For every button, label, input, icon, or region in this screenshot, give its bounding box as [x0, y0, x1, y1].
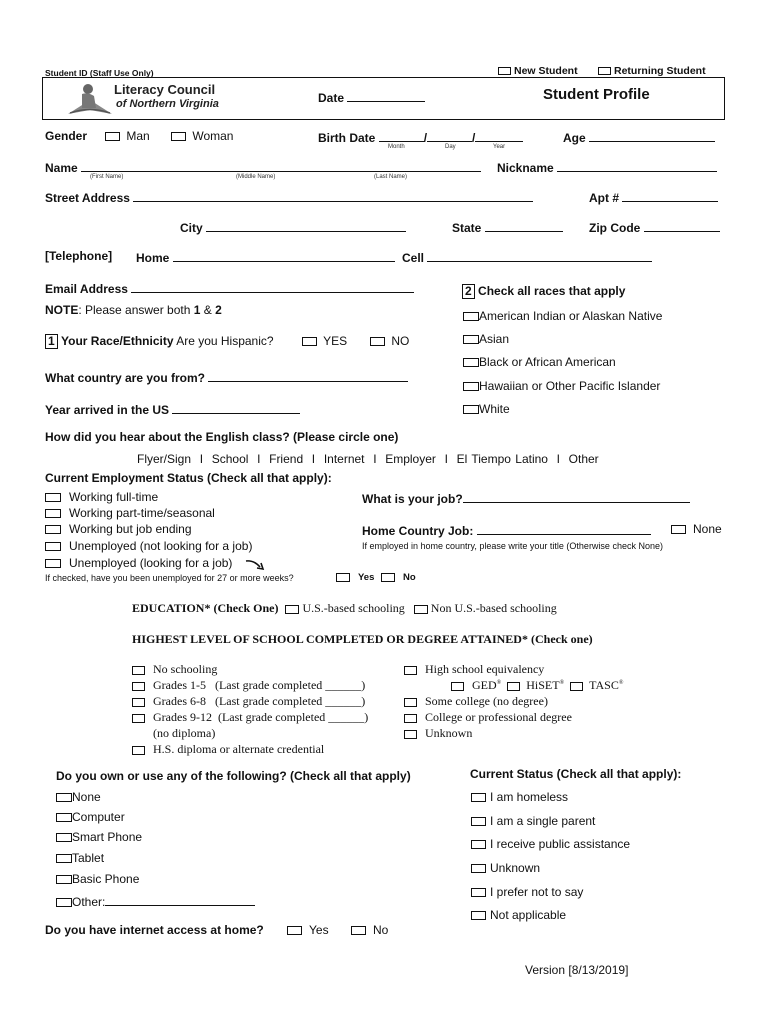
street-field[interactable]: Street Address	[45, 189, 533, 205]
status-checkbox[interactable]	[471, 793, 486, 802]
edu-option[interactable]: Unknown	[404, 726, 472, 741]
device-option[interactable]: None	[56, 790, 101, 804]
device-checkbox[interactable]	[56, 875, 72, 884]
edu-option[interactable]: No schooling	[132, 662, 217, 677]
race-checkbox[interactable]	[463, 382, 479, 391]
education-row: EDUCATION* (Check One) U.S.-based schooling Non U.S.-based schooling	[132, 601, 557, 615]
home-country-job-input[interactable]	[477, 522, 651, 535]
new-student-checkbox[interactable]	[498, 67, 511, 75]
us-schooling-checkbox[interactable]	[285, 605, 299, 614]
internet-question: Do you have internet access at home?	[45, 923, 264, 937]
last-name-caption: (Last Name)	[374, 174, 408, 180]
status-checkbox[interactable]	[471, 817, 486, 826]
apt-field[interactable]: Apt #	[589, 189, 718, 205]
logo-line2: of Northern Virginia	[116, 98, 219, 110]
edu-checkbox[interactable]	[132, 666, 145, 675]
internet-no-checkbox[interactable]	[351, 926, 366, 935]
edu-checkbox[interactable]	[132, 682, 145, 691]
woman-checkbox[interactable]	[171, 132, 186, 141]
arrow-icon	[244, 558, 268, 572]
hear-options: Flyer/Sign I School I Friend I Internet I Employer I El Tiempo Latino I Other	[137, 452, 599, 466]
non-us-schooling-label: Non U.S.-based schooling	[430, 601, 557, 615]
device-option[interactable]: Smart Phone	[56, 830, 142, 844]
device-other-input[interactable]	[105, 893, 255, 906]
edu-checkbox[interactable]	[404, 698, 417, 707]
hear-option[interactable]: Friend	[269, 452, 304, 466]
gender-woman-option[interactable]: Woman	[171, 129, 233, 143]
version-label: Version [8/13/2019]	[525, 963, 629, 977]
status-option[interactable]: Unknown	[471, 861, 540, 875]
edu-option[interactable]: Grades 1-5 (Last grade completed ______)	[132, 678, 365, 693]
non-us-schooling-checkbox[interactable]	[414, 605, 428, 614]
status-question: Current Status (Check all that apply):	[470, 767, 682, 781]
employment-checkbox[interactable]	[45, 509, 61, 518]
birth-date-field[interactable]: Birth Date / /	[318, 129, 523, 145]
status-option[interactable]: Not applicable	[471, 908, 566, 922]
nickname-field[interactable]: Nickname	[497, 159, 717, 175]
device-checkbox[interactable]	[56, 898, 72, 907]
city-input[interactable]	[206, 219, 406, 232]
race-checkbox[interactable]	[463, 405, 479, 414]
man-checkbox[interactable]	[105, 132, 120, 141]
devices-question: Do you own or use any of the following? (Check all that apply)	[56, 769, 411, 783]
cell-phone-field[interactable]: Cell	[402, 249, 652, 265]
status-checkbox[interactable]	[471, 911, 486, 920]
birth-day-caption: Day	[445, 144, 456, 150]
edu-checkbox[interactable]	[132, 698, 145, 707]
country-field[interactable]: What country are you from?	[45, 369, 408, 385]
name-input[interactable]	[81, 159, 481, 172]
state-field[interactable]: State	[452, 219, 563, 235]
hispanic-no-checkbox[interactable]	[370, 337, 385, 346]
race-question-1: 1 Your Race/Ethnicity Are you Hispanic?	[45, 334, 274, 349]
employment-checkbox[interactable]	[45, 542, 61, 551]
gender-label: Gender	[45, 129, 88, 143]
device-checkbox[interactable]	[56, 833, 72, 842]
status-option[interactable]: I prefer not to say	[471, 885, 583, 899]
zip-field[interactable]: Zip Code	[589, 219, 720, 235]
zip-input[interactable]	[644, 219, 720, 232]
race-option[interactable]: Hawaiian or Other Pacific Islander	[463, 379, 660, 393]
email-input[interactable]	[131, 280, 414, 293]
telephone-label: [Telephone]	[45, 249, 113, 263]
home-job-none-option[interactable]: None	[671, 522, 722, 536]
edu-option[interactable]: High school equivalency	[404, 662, 544, 677]
street-input[interactable]	[133, 189, 533, 202]
middle-name-caption: (Middle Name)	[236, 174, 276, 180]
race-option[interactable]: Black or African American	[463, 355, 616, 369]
employment-option[interactable]: Unemployed (looking for a job)	[45, 556, 232, 570]
hear-option[interactable]: Employer	[385, 452, 436, 466]
year-arrived-input[interactable]	[172, 401, 300, 414]
unemployed-weeks-question: If checked, have you been unemployed for 27 or more weeks?	[45, 573, 294, 583]
note-text: NOTE: Please answer both 1 & 2	[45, 303, 222, 317]
employment-option[interactable]: Working but job ending	[45, 522, 192, 536]
device-option[interactable]: Computer	[56, 810, 125, 824]
birth-year-input[interactable]	[475, 129, 523, 142]
device-option-other[interactable]: Other:	[56, 893, 255, 909]
country-input[interactable]	[208, 369, 408, 382]
home-job-none-checkbox[interactable]	[671, 525, 686, 534]
cell-phone-input[interactable]	[427, 249, 652, 262]
edu-checkbox[interactable]	[404, 666, 417, 675]
edu-option[interactable]: Grades 9-12 (Last grade completed ______)	[132, 710, 368, 725]
hear-question: How did you hear about the English class? (Please circle one)	[45, 430, 399, 444]
job-field[interactable]: What is your job?	[362, 490, 690, 506]
status-checkbox[interactable]	[471, 888, 486, 897]
apt-input[interactable]	[622, 189, 718, 202]
email-field[interactable]: Email Address	[45, 280, 414, 296]
status-option[interactable]: I am homeless	[471, 790, 568, 804]
ged-checkbox[interactable]	[451, 682, 464, 691]
internet-yes-checkbox[interactable]	[287, 926, 302, 935]
edu-option[interactable]: Grades 6-8 (Last grade completed ______)	[132, 694, 365, 709]
device-option[interactable]: Basic Phone	[56, 872, 139, 886]
hispanic-yes-checkbox[interactable]	[302, 337, 317, 346]
logo-line1: Literacy Council	[114, 82, 216, 97]
status-checkbox[interactable]	[471, 864, 486, 873]
us-schooling-label: U.S.-based schooling	[302, 601, 405, 615]
status-option[interactable]: I receive public assistance	[471, 837, 630, 851]
literacy-council-logo	[60, 80, 230, 118]
hear-option[interactable]: Other	[568, 452, 599, 466]
no-diploma-note: (no diploma)	[153, 726, 216, 740]
home-phone-input[interactable]	[173, 249, 395, 262]
device-checkbox[interactable]	[56, 813, 72, 822]
hear-option[interactable]: Flyer/Sign	[137, 452, 192, 466]
status-option[interactable]: I am a single parent	[471, 814, 595, 828]
highest-level-title: HIGHEST LEVEL OF SCHOOL COMPLETED OR DEGREE ATTAINED* (Check one)	[132, 632, 593, 646]
hear-option[interactable]: El Tiempo Latino	[456, 452, 548, 466]
employment-checkbox[interactable]	[45, 493, 61, 502]
employment-option[interactable]: Working part-time/seasonal	[45, 506, 215, 520]
status-checkbox[interactable]	[471, 840, 486, 849]
device-checkbox[interactable]	[56, 854, 72, 863]
home-country-job-field[interactable]: Home Country Job:	[362, 522, 651, 538]
edu-checkbox[interactable]	[132, 746, 145, 755]
birth-day-input[interactable]	[427, 129, 472, 142]
edu-option[interactable]: H.S. diploma or alternate credential	[132, 742, 324, 757]
job-input[interactable]	[463, 490, 690, 503]
name-field[interactable]: Name	[45, 159, 481, 175]
birth-month-caption: Month	[388, 144, 405, 150]
home-phone-field[interactable]: Home	[136, 249, 395, 265]
city-field[interactable]: City	[180, 219, 406, 235]
page-title: Student Profile	[543, 86, 650, 103]
internet-no-option[interactable]: No	[351, 923, 388, 937]
nickname-input[interactable]	[557, 159, 717, 172]
hispanic-no-option[interactable]: NO	[370, 334, 409, 348]
edu-checkbox[interactable]	[404, 714, 417, 723]
returning-student-checkbox[interactable]	[598, 67, 611, 75]
weeks-no-checkbox[interactable]	[381, 573, 395, 582]
student-id-label: Student ID (Staff Use Only)	[45, 68, 154, 78]
hear-option[interactable]: Internet	[323, 452, 365, 466]
race-question-2: 2 Check all races that apply	[462, 284, 625, 299]
device-option[interactable]: Tablet	[56, 851, 104, 865]
first-name-caption: (First Name)	[90, 174, 124, 180]
new-student-option[interactable]: New Student	[498, 65, 578, 77]
race-option[interactable]: White	[463, 402, 510, 416]
equivalency-options: GED® HiSET® TASC®	[451, 678, 623, 693]
employment-title: Current Employment Status (Check all that apply):	[45, 471, 332, 485]
race-checkbox[interactable]	[463, 312, 479, 321]
age-field[interactable]: Age	[563, 129, 715, 145]
edu-checkbox[interactable]	[404, 730, 417, 739]
birth-month-input[interactable]	[379, 129, 424, 142]
weeks-no-option[interactable]: No	[381, 572, 416, 583]
employment-option[interactable]: Unemployed (not looking for a job)	[45, 539, 252, 553]
internet-yes-option[interactable]: Yes	[287, 923, 329, 937]
year-arrived-field[interactable]: Year arrived in the US	[45, 401, 300, 417]
gender-man-option[interactable]: Man	[105, 129, 150, 143]
race-checkbox[interactable]	[463, 335, 479, 344]
birth-year-caption: Year	[493, 144, 506, 150]
returning-student-option[interactable]: Returning Student	[598, 65, 706, 77]
race-checkbox[interactable]	[463, 358, 479, 367]
race-option[interactable]: Asian	[463, 332, 509, 346]
home-country-note: If employed in home country, please write your title (Otherwise check None)	[362, 541, 663, 551]
race-option[interactable]: American Indian or Alaskan Native	[463, 309, 662, 323]
edu-checkbox[interactable]	[132, 714, 145, 723]
weeks-yes-option[interactable]: Yes	[336, 572, 374, 583]
date-field[interactable]: Date	[318, 89, 425, 105]
hiset-checkbox[interactable]	[507, 682, 520, 691]
hispanic-yes-option[interactable]: YES	[302, 334, 347, 348]
device-checkbox[interactable]	[56, 793, 72, 802]
age-input[interactable]	[589, 129, 715, 142]
employment-checkbox[interactable]	[45, 559, 61, 568]
state-input[interactable]	[485, 219, 563, 232]
edu-option[interactable]: College or professional degree	[404, 710, 572, 725]
weeks-yes-checkbox[interactable]	[336, 573, 350, 582]
employment-checkbox[interactable]	[45, 525, 61, 534]
edu-option[interactable]: Some college (no degree)	[404, 694, 548, 709]
tasc-checkbox[interactable]	[570, 682, 583, 691]
hear-option[interactable]: School	[211, 452, 249, 466]
reading-figure-icon	[60, 80, 120, 118]
employment-option[interactable]: Working full-time	[45, 490, 158, 504]
date-input[interactable]	[347, 89, 425, 102]
